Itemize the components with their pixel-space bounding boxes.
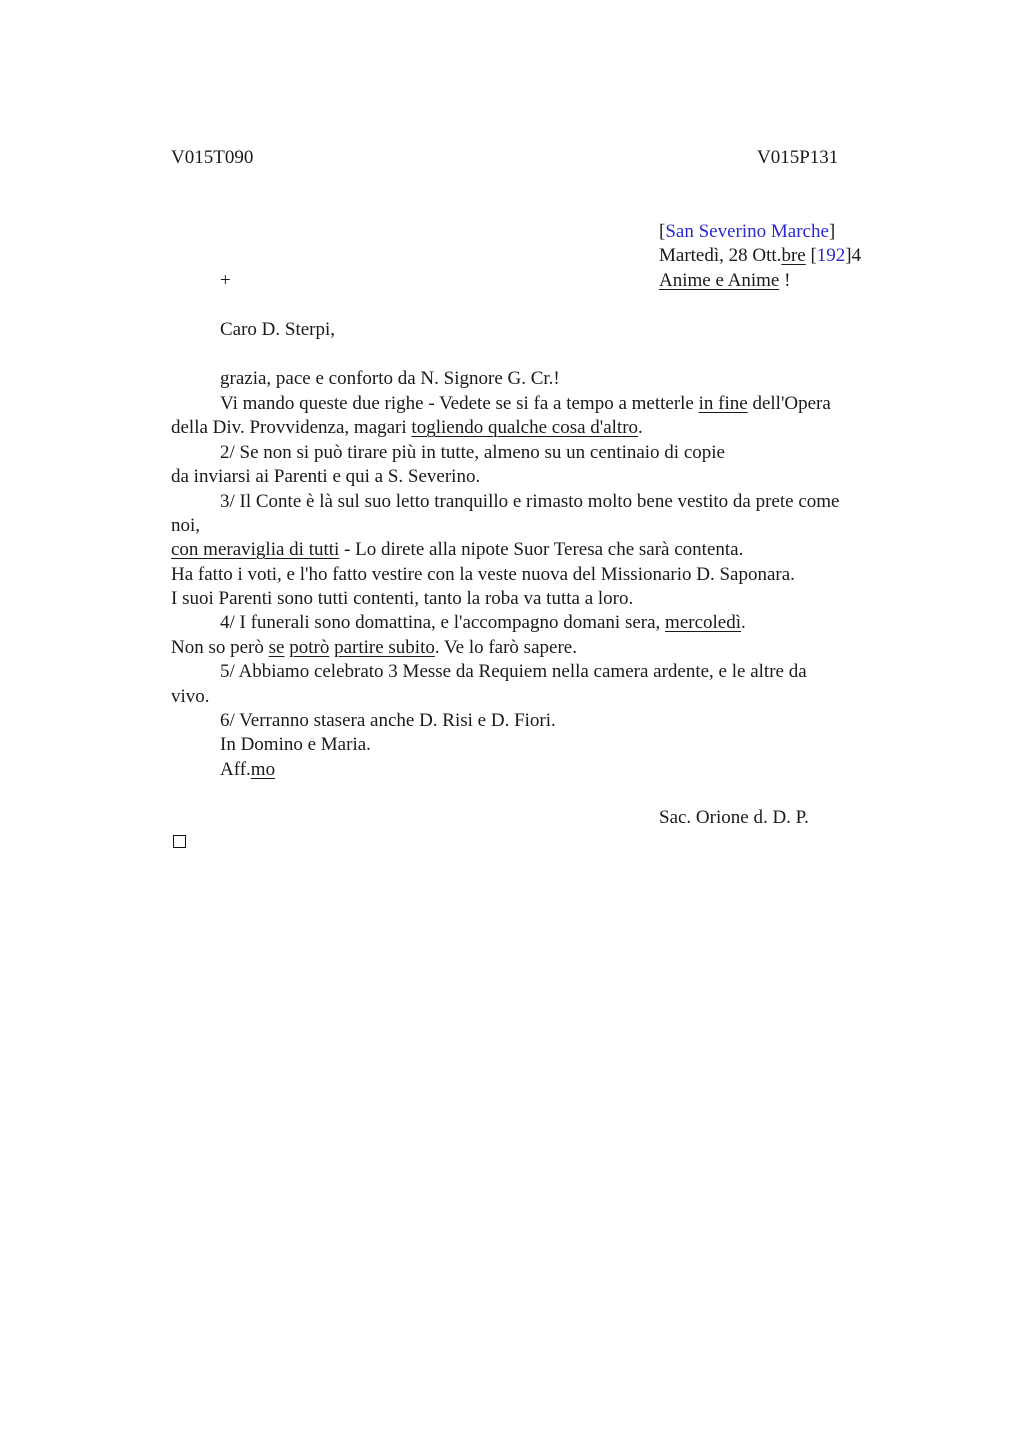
body-line [171,416,643,440]
body-line [171,636,577,660]
signature: Sac. Orione d. D. P. [659,807,809,828]
body-line: noi, [171,515,201,536]
year-bracket-open: [ [805,245,817,266]
underlined-text: mo [250,759,276,780]
body-line: 2/ Se non si può tirare più in tutte, almeno su un centinaio di copie [220,442,725,463]
motto-end: ! [779,270,791,291]
text: . [638,417,643,438]
body-line: vivo. [171,686,210,707]
bracket-close: ] [828,221,836,242]
text: 4/ I funerali sono domattina, e l'accompagno domani sera, [220,612,666,633]
body-line: I suoi Parenti sono tutti contenti, tanto la roba va tutta a loro. [171,588,634,609]
document-code-left: V015T090 [171,147,254,168]
date-line [659,244,861,268]
salutation: Caro D. Sterpi, [220,319,336,340]
date-text: Martedì, 28 Ott. [659,245,782,266]
year-end: ]4 [845,245,862,266]
body-line: 5/ Abbiamo celebrato 3 Messe da Requiem nella camera ardente, e le altre da [220,661,807,682]
closing-farewell: In Domino e Maria. [220,734,371,755]
body-line: Ha fatto i voti, e l'ho fatto vestire con la veste nuova del Missionario D. Saponara. [171,564,795,585]
body-line [171,538,743,562]
body-line: da inviarsi ai Parenti e qui a S. Severino. [171,466,481,487]
body-line: 3/ Il Conte è là sul suo letto tranquillo e rimasto molto bene vestito da prete come [220,491,840,512]
motto: Anime e Anime [659,270,780,291]
end-marker-square-icon [173,835,186,848]
underlined-text: se [268,637,285,658]
body-line: grazia, pace e conforto da N. Signore G. Cr.! [220,368,560,389]
text: dell'Opera [747,393,831,414]
underlined-text: con meraviglia di tutti [171,539,340,560]
underlined-text: potrò [289,637,330,658]
text: Vi mando queste due righe - Vedete se si fa a tempo a metterle [220,393,699,414]
year-inserted: 192 [816,245,846,266]
bracket-open: [ [659,221,666,242]
text: Aff. [220,759,251,780]
text: . [741,612,746,633]
text: Non so però [171,637,269,658]
underlined-text: partire subito [334,637,435,658]
date-abbrev: bre [781,245,806,266]
body-line [220,392,831,416]
text: - Lo direte alla nipote Suor Teresa che sarà contenta. [339,539,744,560]
closing-aff [220,758,275,782]
place-name: San Severino Marche [665,221,829,242]
cross-icon: + [220,270,231,291]
document-code-right: V015P131 [757,147,839,168]
body-line [220,611,746,635]
place-line [659,220,835,244]
underlined-text: togliendo qualche cosa d'altro [411,417,639,438]
body-line: 6/ Verranno stasera anche D. Risi e D. Fiori. [220,710,556,731]
text: . Ve lo farò sapere. [434,637,577,658]
underlined-text: mercoledì [665,612,742,633]
motto-line [659,269,790,293]
text: della Div. Provvidenza, magari [171,417,412,438]
underlined-text: in fine [698,393,748,414]
